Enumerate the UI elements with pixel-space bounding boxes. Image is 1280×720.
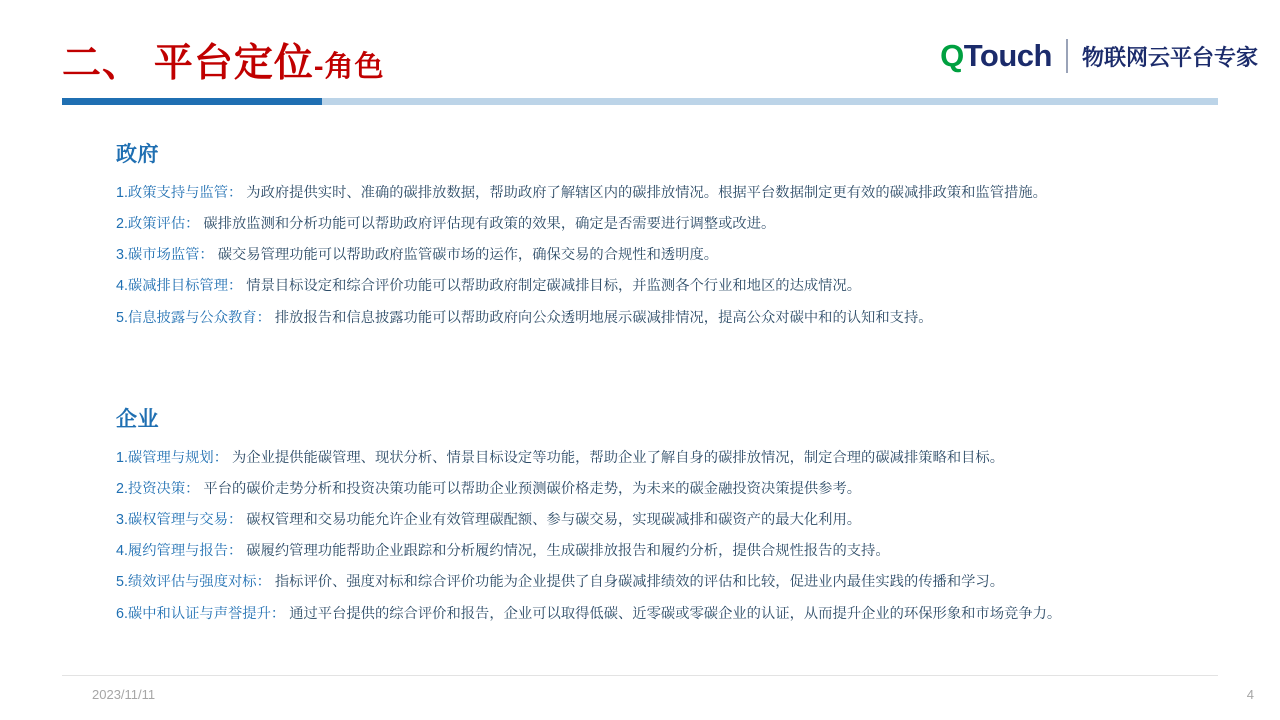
- page-title-main: 二、 平台定位: [62, 42, 314, 85]
- section-government: [116, 138, 1216, 329]
- list-item-lead: 1.政策支持与监管：: [116, 185, 243, 201]
- footer-date: 2023/11/11: [92, 687, 156, 702]
- list-item-body: 通过平台提供的综合评价和报告，企业可以取得低碳、近零碳或零碳企业的认证，从而提升企业的环保形象和市场竞争力。: [289, 605, 1062, 622]
- list-item-lead: 4.履约管理与报告：: [116, 543, 243, 560]
- list-item-body: 碳权管理和交易功能允许企业有效管理碳配额、参与碳交易，实现碳减排和碳资产的最大化利用。: [246, 512, 862, 529]
- brand-lockup: [940, 36, 1258, 76]
- slide-header: [0, 0, 1280, 108]
- list-item: [116, 540, 1216, 562]
- list-item-body: 碳交易管理功能可以帮助政府监管碳市场的运作，确保交易的合规性和透明度。: [217, 247, 719, 264]
- list-item: [116, 571, 1216, 593]
- list-item-lead: 2.政策评估：: [116, 216, 200, 233]
- section-spacer: [116, 363, 1216, 403]
- list-item: [116, 603, 1216, 625]
- brand-divider: [1066, 39, 1068, 73]
- list-item-lead: 1.碳管理与规划：: [116, 449, 229, 466]
- list-item-body: 碳履约管理功能帮助企业跟踪和分析履约情况，生成碳排放报告和履约分析，提供合规性报告的支持。: [246, 543, 890, 560]
- logo-touch: Touch: [963, 38, 1052, 73]
- list-item-body: 情景目标设定和综合评价功能可以帮助政府制定碳减排目标，并监测各个行业和地区的达成情况。: [246, 278, 862, 295]
- header-rule-light: [322, 98, 1218, 105]
- page-title-sub: -角色: [313, 51, 385, 83]
- list-item: [116, 182, 1216, 204]
- section-title: 政府: [116, 143, 159, 166]
- page-title: [62, 32, 385, 88]
- header-rule-dark: [62, 98, 322, 105]
- brand-tagline: 物联网云平台专家: [1081, 44, 1258, 70]
- list-item-lead: 6.碳中和认证与声誉提升：: [116, 605, 286, 622]
- list-item: [116, 478, 1216, 500]
- list-item-body: 碳排放监测和分析功能可以帮助政府评估现有政策的效果，确定是否需要进行调整或改进。: [203, 216, 776, 233]
- header-rule: [62, 98, 1218, 105]
- list-item-body: 为企业提供能碳管理、现状分析、情景目标设定等功能，帮助企业了解自身的碳排放情况，制定合理的碳减排策略和目标。: [232, 449, 1005, 466]
- list-item-lead: 5.信息披露与公众教育：: [116, 309, 271, 326]
- footer-divider: [62, 675, 1218, 676]
- list-item: [116, 307, 1216, 329]
- list-item: [116, 447, 1216, 469]
- list-item-lead: 5.绩效评估与强度对标：: [116, 574, 271, 591]
- list-item: [116, 275, 1216, 297]
- qtouch-logo: [940, 38, 1052, 74]
- logo-q: Q: [940, 38, 964, 73]
- list-item-body: 平台的碳价走势分析和投资决策功能可以帮助企业预测碳价格走势，为未来的碳金融投资决策提供参考。: [203, 480, 862, 497]
- footer-page-number: 4: [1246, 687, 1254, 702]
- section-enterprise: [116, 403, 1216, 625]
- list-item-body: 指标评价、强度对标和综合评价功能为企业提供了自身碳减排绩效的评估和比较，促进业内最佳实践的传播和学习。: [274, 574, 1005, 591]
- list-item-lead: 3.碳权管理与交易：: [116, 512, 243, 529]
- list-item-lead: 2.投资决策：: [116, 480, 200, 497]
- list-item-body: 排放报告和信息披露功能可以帮助政府向公众透明地展示碳减排情况，提高公众对碳中和的认知和支持。: [274, 309, 933, 326]
- list-item-lead: 3.碳市场监管：: [116, 247, 214, 264]
- section-title: 企业: [116, 407, 159, 431]
- slide-body: [116, 138, 1216, 659]
- list-item: [116, 244, 1216, 266]
- list-item: [116, 213, 1216, 235]
- list-item: [116, 509, 1216, 531]
- list-item-body: 为政府提供实时、准确的碳排放数据，帮助政府了解辖区内的碳排放情况。根据平台数据制定更有效的碳减排政策和监管措施。: [246, 185, 1047, 201]
- list-item-lead: 4.碳减排目标管理：: [116, 278, 243, 295]
